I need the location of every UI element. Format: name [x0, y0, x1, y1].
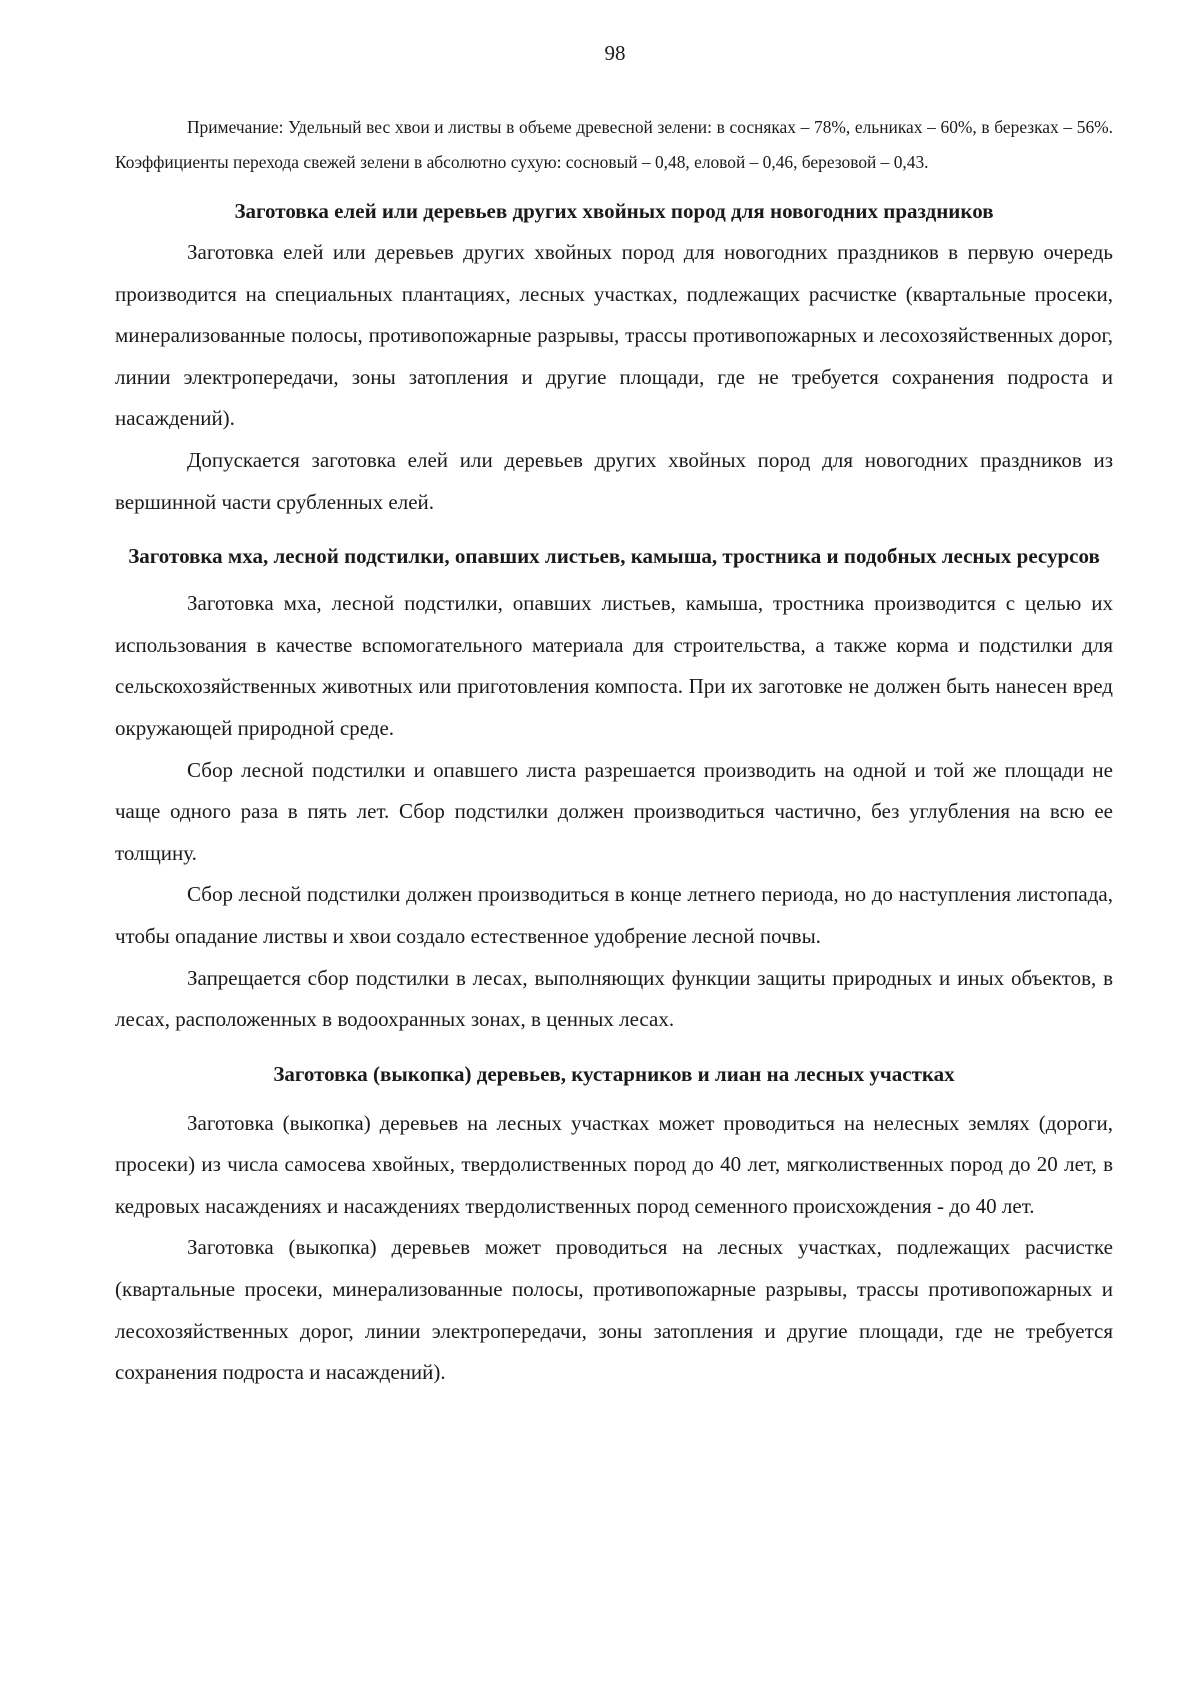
paragraph: Допускается заготовка елей или деревьев других хвойных пород для новогодних праздников из вершинной части срубленных елей. — [115, 447, 1113, 514]
section-moss-litter — [115, 535, 1113, 1041]
paragraph: Сбор лесной подстилки и опавшего листа разрешается производить на одной и той же площади не чаще одного раза в пять лет. Сбор подстилки должен производиться частично, без углубления на всю ее толщину. — [115, 757, 1113, 865]
paragraph: Заготовка (выкопка) деревьев на лесных участках может проводиться на нелесных землях (дороги, просеки) из числа самосева хвойных, твердолиственных пород до 40 лет, мягколиственных пород до 20 лет, в кедровых насаждениях и насаждениях твердолиственных пород семенного происхождения - до 40 лет. — [115, 1110, 1113, 1218]
table-note: Примечание: Удельный вес хвои и листвы в объеме древесной зелени: в сосняках – 78%, ельниках – 60%, в березках – 56%. Коэффициенты перехода свежей зелени в абсолютно сухую: сосновый – 0,48, еловой – 0,46, березовой – 0,43. — [115, 117, 1113, 172]
paragraph: Сбор лесной подстилки должен производиться в конце летнего периода, но до наступления листопада, чтобы опадание листвы и хвои создало естественное удобрение лесной почвы. — [115, 882, 1113, 948]
paragraph: Заготовка мха, лесной подстилки, опавших листьев, камыша, тростника производится с целью их использования в качестве вспомогательного материала для строительства, а также корма и подстилки для сельскохозяйственных животных или приготовления компоста. При их заготовке не должен быть нанесен вред окружающей природной среде. — [115, 591, 1113, 740]
paragraph: Заготовка (выкопка) деревьев может проводиться на лесных участках, подлежащих расчистке (квартальные просеки, минерализованные полосы, противопожарные разрывы, трассы противопожарных и лесохозяйственных дорог, линии электропередачи, зоны затопления и другие площади, где не требуется сохранения подроста и насаждений). — [115, 1235, 1113, 1385]
section-heading: Заготовка мха, лесной подстилки, опавших листьев, камыша, тростника и подобных лесных ресурсов — [128, 544, 1100, 569]
paragraph: Заготовка елей или деревьев других хвойных пород для новогодних праздников в первую очередь производится на специальных плантациях, лесных участках, подлежащих расчистке (квартальные просеки, минерализованные полосы, противопожарные разрывы, трассы противопожарных и лесохозяйственных дорог, линии электропередачи, зоны затопления и другие площади, где не требуется сохранения подроста и насаждений). — [115, 240, 1113, 431]
page-content — [115, 110, 1113, 1394]
page-number: 98 — [604, 41, 626, 65]
section-heading: Заготовка елей или деревьев других хвойных пород для новогодних праздников — [234, 199, 994, 223]
section-digging-trees — [115, 1053, 1113, 1394]
paragraph: Запрещается сбор подстилки в лесах, выполняющих функции защиты природных и иных объектов, в лесах, расположенных в водоохранных зонах, в ценных лесах. — [115, 965, 1113, 1032]
section-christmas-trees — [115, 190, 1113, 523]
section-heading: Заготовка (выкопка) деревьев, кустарников и лиан на лесных участках — [273, 1061, 955, 1086]
